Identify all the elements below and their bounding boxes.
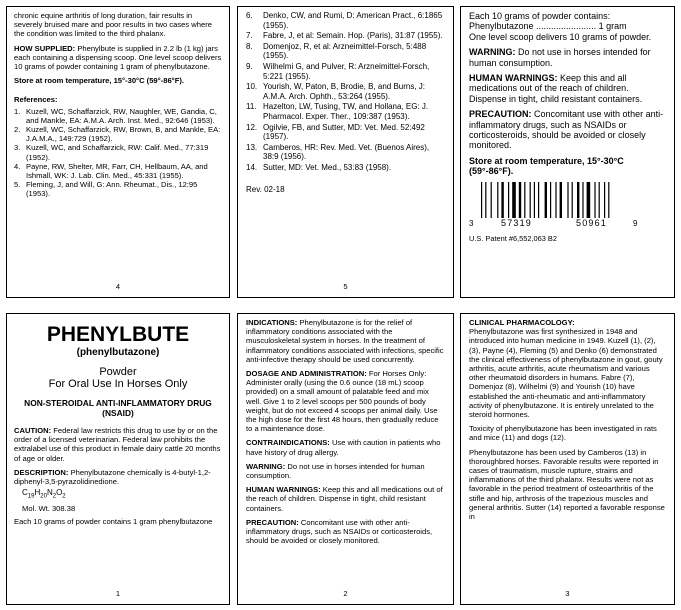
barcode-bar — [485, 182, 486, 218]
reference-item — [246, 102, 445, 121]
barcode-bar — [594, 182, 595, 218]
each-contains: Each 10 grams of powder contains 1 gram phenylbutazone — [14, 517, 213, 527]
barcode-bar — [534, 182, 535, 218]
how-supplied — [14, 44, 222, 72]
reference-text: Kuzell, WC, Schaffarzick, RW, Naughler, WE, Gandia, C, and Mankle, EA: A.M.A. Arch. Inst. Med., 92:646 (1953). — [26, 106, 217, 125]
reference-list — [246, 11, 445, 173]
precaution-text: Concomitant use with other anti-inflammatory drugs, such as NSAIDs or corticosteroids, should be avoided or closely monitored. — [469, 109, 664, 151]
contraindications-label: CONTRAINDICATIONS: — [246, 438, 330, 448]
dosage-label: DOSAGE AND ADMINISTRATION: — [246, 369, 367, 379]
human-warnings-label: HUMAN WARNINGS: — [469, 73, 558, 84]
barcode-group-1: 57319 — [500, 217, 533, 228]
reference-text: Domenjoz, R, et al: Arzneimittel-Forsch, 5:488 (1955). — [263, 41, 427, 61]
reference-item — [246, 163, 445, 173]
patent-text: U.S. Patent #6,552,063 B2 — [469, 233, 557, 243]
barcode-bar — [572, 182, 573, 218]
precaution-text: Concomitant use with other anti-inflammatory drugs, such as NSAIDs or corticosteroids, should be avoided or closely monitored. — [246, 517, 433, 546]
reference-number: 7. — [246, 31, 253, 41]
reference-item — [14, 180, 222, 198]
reference-text: Fabre, J, et al: Semain. Hop. (Paris), 31:87 (1955). — [263, 31, 443, 41]
human-warnings-text: Keep this and all medications out of the reach of children. Dispense in tight, child resistant containers. — [469, 73, 643, 104]
product-subtitle: (phenylbutazone) — [76, 347, 160, 358]
human-warnings-label: HUMAN WARNINGS: — [246, 485, 321, 495]
page-number: 2 — [343, 589, 348, 598]
how-supplied-text: Phenylbute is supplied in 2.2 lb (1 kg) jars each containing a dispensing scoop. One level scoop delivers 10 grams of powder containing 1 gram of phenylbutazone. — [14, 43, 222, 72]
toxicity-text: Toxicity of phenylbutazone has been investigated in rats and mice (11) and dogs (12). — [469, 424, 657, 443]
barcode-bar — [555, 182, 556, 218]
barcode-bar — [599, 182, 600, 218]
human-warnings — [246, 485, 445, 513]
panel-page-4 — [6, 6, 230, 298]
reference-number: 5. — [14, 180, 21, 190]
reference-item — [14, 107, 222, 125]
panel-page-1 — [6, 313, 230, 605]
reference-text: Kuzell, WC, and Schaffarzick, RW: Calif. Med., 77:319 (1952). — [26, 143, 209, 162]
reference-text: Wilhelmi G, and Pulver, R: Arzneimittel-Forsch, 5:221 (1955). — [263, 61, 430, 81]
panel-page-3 — [460, 313, 675, 605]
reference-item — [246, 143, 445, 162]
barcode-bar — [567, 182, 568, 218]
indications — [246, 318, 445, 364]
contraindications-text: Use with caution in patients who have history of drug allergy. — [246, 438, 441, 457]
scoop-line: One level scoop delivers 10 grams of powder. — [469, 31, 652, 42]
reference-item — [246, 31, 445, 41]
reference-number: 2. — [14, 125, 21, 135]
molecular-weight: Mol. Wt. 308.38 — [22, 504, 76, 514]
reference-number: 12. — [246, 122, 258, 132]
barcode-bar — [604, 182, 605, 218]
reference-item — [246, 62, 445, 81]
barcode-bar — [519, 182, 521, 218]
clinical-pharmacology-label: CLINICAL PHARMACOLOGY: — [469, 318, 575, 327]
human-warnings-text: Keep this and all medications out of the reach of children. Dispense in tight, child resistant containers. — [246, 485, 443, 513]
warning-label: WARNING: — [246, 461, 286, 471]
barcode-bar — [512, 182, 516, 218]
description-label: DESCRIPTION: — [14, 467, 69, 477]
barcode-group-2: 50961 — [575, 217, 608, 228]
warning-label: WARNING: — [469, 47, 516, 58]
warning-text: Do not use in horses intended for human consumption. — [246, 461, 425, 481]
reference-text: Yourish, W, Paton, B, Brodie, B, and Burns, J: A.M.A. Arch. Ophth., 53:264 (1955). — [263, 82, 426, 101]
storage-text: Store at room temperature, 15°-30°C (59°-86°F). — [469, 155, 624, 177]
each-contains: Each 10 grams of powder contains: — [469, 11, 611, 21]
nsaid-label: NON-STEROIDAL ANTI-INFLAMMATORY DRUG (NSAID) — [24, 398, 212, 418]
oral-use-label: For Oral Use In Horses Only — [48, 378, 188, 390]
barcode-bar — [582, 182, 583, 218]
barcode-bar — [481, 182, 482, 218]
reference-item — [246, 42, 445, 61]
barcode-right-digit: 9 — [633, 218, 638, 228]
barcode-bar — [550, 182, 551, 218]
reference-number: 13. — [246, 142, 258, 152]
barcode-bar — [497, 182, 498, 218]
product-title: PHENYLBUTE — [46, 323, 190, 346]
phenyl-amount: Phenylbutazone ........................ 1 gram — [469, 21, 627, 32]
reference-text: Denko, CW, and Rumi, D: American Pract., 6:1865 (1955). — [263, 11, 443, 30]
reference-text: Payne, RW, Shelter, MR, Farr, CH, Hellbaum, AA, and Ishmall, WK: J. Lab. Clin. Med., 45:331 (1955). — [26, 161, 208, 181]
reference-item — [14, 162, 222, 180]
intro-text: chronic equine arthritis of long duration, fair results in severely bruised mare and poor results in two cases where the condition was limited to the third phalanx. — [14, 11, 212, 39]
clinical-pharmacology-text: Phenylbutazone was first synthesized in 1948 and introduced into human medicine in 1949. Kuzell (1), (2), (3), Payne (4), Fleming (5) and Denko (6) demonstrated the clinical effectiveness of phenylbutazone in gout, gouty arthritis, acute arthritis, acute rheumatism and various other rheumatoid disorders in humans. Fabre (7), Domenjoz (8), Wilhelmi (9) and Yourish (10) have established the anti-rheumatic and anti-inflammatory activity of phenylbutazone. It is entirely unrelated to the steroid hormones. — [469, 327, 663, 420]
reference-item — [246, 11, 445, 30]
barcode-bar — [545, 182, 547, 218]
page-number: 5 — [343, 282, 348, 291]
reference-text: Hazelton, LW, Tusing, TW, and Hollana, EG: J. Pharmacol. Exper. Ther., 109:387 (1953). — [263, 102, 429, 121]
reference-item — [246, 123, 445, 142]
barcode-bar — [538, 182, 539, 218]
reference-text: Ogilvie, FB, and Sutter, MD: Vet. Med. 52:492 (1957). — [263, 122, 425, 142]
panel-page-2 — [237, 313, 454, 605]
dosage — [246, 369, 445, 433]
reference-number: 11. — [246, 102, 257, 112]
reference-number: 6. — [246, 11, 253, 20]
barcode-bar — [560, 182, 562, 218]
dosage-text: For Horses Only: Administer orally (using the 0.6 ounce (18 mL) scoop provided) on a small amount of palatable feed and mix well. Give 1 to 2 level scoops per 500 pounds of body weight, but do not exceed 4 scoops per animal daily. Use the high dose for the first 48 hours, then gradually reduce to a maintenance dose. — [246, 369, 439, 434]
page-number: 3 — [565, 589, 570, 598]
reference-number: 3. — [14, 143, 21, 153]
caution-label: CAUTION: — [14, 426, 52, 435]
reference-text: Fleming, J, and Will, G: Ann. Rheumat., Dis., 12:95 (1953). — [26, 180, 198, 199]
storage-text: Store at room temperature, 15°-30°C (59°-86°F). — [14, 76, 184, 86]
precaution — [469, 109, 666, 151]
warning — [246, 462, 445, 480]
barcode-bars — [479, 182, 629, 218]
reference-item — [14, 143, 222, 161]
caution — [14, 426, 222, 463]
reference-list — [14, 107, 222, 199]
caution-text: Federal law restricts this drug to use by or on the order of a licensed veterinarian. Federal law prohibits the extralabel use of this product in female dairy cattle 20 months of age or older. — [14, 426, 221, 463]
reference-number: 4. — [14, 161, 21, 171]
precaution — [246, 518, 445, 546]
barcode-bar — [587, 182, 591, 218]
how-supplied-label: HOW SUPPLIED: — [14, 43, 76, 53]
barcode-bar — [608, 182, 609, 218]
warning — [469, 47, 666, 68]
description-text: Phenylbutazone chemically is 4-butyl-1,2-diphenyl-3,5-pyrazolidinedione. — [14, 467, 211, 487]
warning-text: Do not use in horses intended for human consumption. — [469, 47, 651, 68]
reference-number: 1. — [14, 106, 21, 116]
powder-label: Powder — [99, 366, 137, 378]
panel-page-5 — [237, 6, 454, 298]
precaution-label: PRECAUTION: — [246, 517, 299, 527]
page-number: 1 — [115, 589, 121, 598]
contraindications — [246, 438, 445, 456]
chemical-formula: $C_{19}H_{20}N_2O_2$ — [22, 488, 66, 500]
revision-text: Rev. 02-18 — [246, 184, 285, 194]
indications-label: INDICATIONS: — [246, 318, 298, 327]
reference-number: 9. — [246, 61, 253, 71]
indications-text: Phenylbutazone is for the relief of inflammatory conditions associated with the musculoskeletal system in horses. In the treatment of inflammatory conditions associated with infections, specific anti-infective therapy should be used concurrently. — [246, 318, 444, 364]
reference-item — [246, 82, 445, 101]
barcode-bar — [501, 182, 503, 218]
barcode-bar — [577, 182, 579, 218]
description — [14, 468, 222, 486]
reference-text: Camberos, HR: Rev. Med. Vet. (Buenos Aires), 38:9 (1956). — [263, 142, 430, 162]
upc-barcode — [469, 182, 666, 228]
human-warnings — [469, 73, 666, 104]
panel-page-6 — [460, 6, 675, 298]
reference-item — [14, 125, 222, 143]
reference-text: Kuzell, WC, Schaffarzick, RW, Brown, B, and Mankle, EA: J.A.M.A., 149:729 (1952). — [26, 125, 221, 144]
reference-text: Sutter, MD: Vet. Med., 53:83 (1958). — [263, 162, 392, 172]
reference-number: 8. — [246, 41, 253, 51]
barcode-bar — [524, 182, 525, 218]
barcode-bar — [491, 182, 492, 218]
page-number: 4 — [115, 282, 121, 291]
horses-use-text: Phenylbutazone has been used by Camberos (13) in thoroughbred horses. Favorable results were reported in cases of traumatism, muscle rupture, strains and inflammations of the third phalanx. Results were not as favorable in the period treatment of osteoarthritis of the stifle and hip, arthrosis of the trapezious muscles and general arthritis. Sutter (14) reported a favorable response in — [469, 447, 665, 522]
reference-number: 10. — [246, 82, 258, 92]
precaution-label: PRECAUTION: — [469, 109, 532, 120]
references-label: References: — [14, 95, 58, 105]
reference-number: 14. — [246, 162, 258, 172]
barcode-bar — [530, 182, 531, 218]
barcode-bar — [508, 182, 509, 218]
barcode-left-digit: 3 — [469, 218, 474, 228]
